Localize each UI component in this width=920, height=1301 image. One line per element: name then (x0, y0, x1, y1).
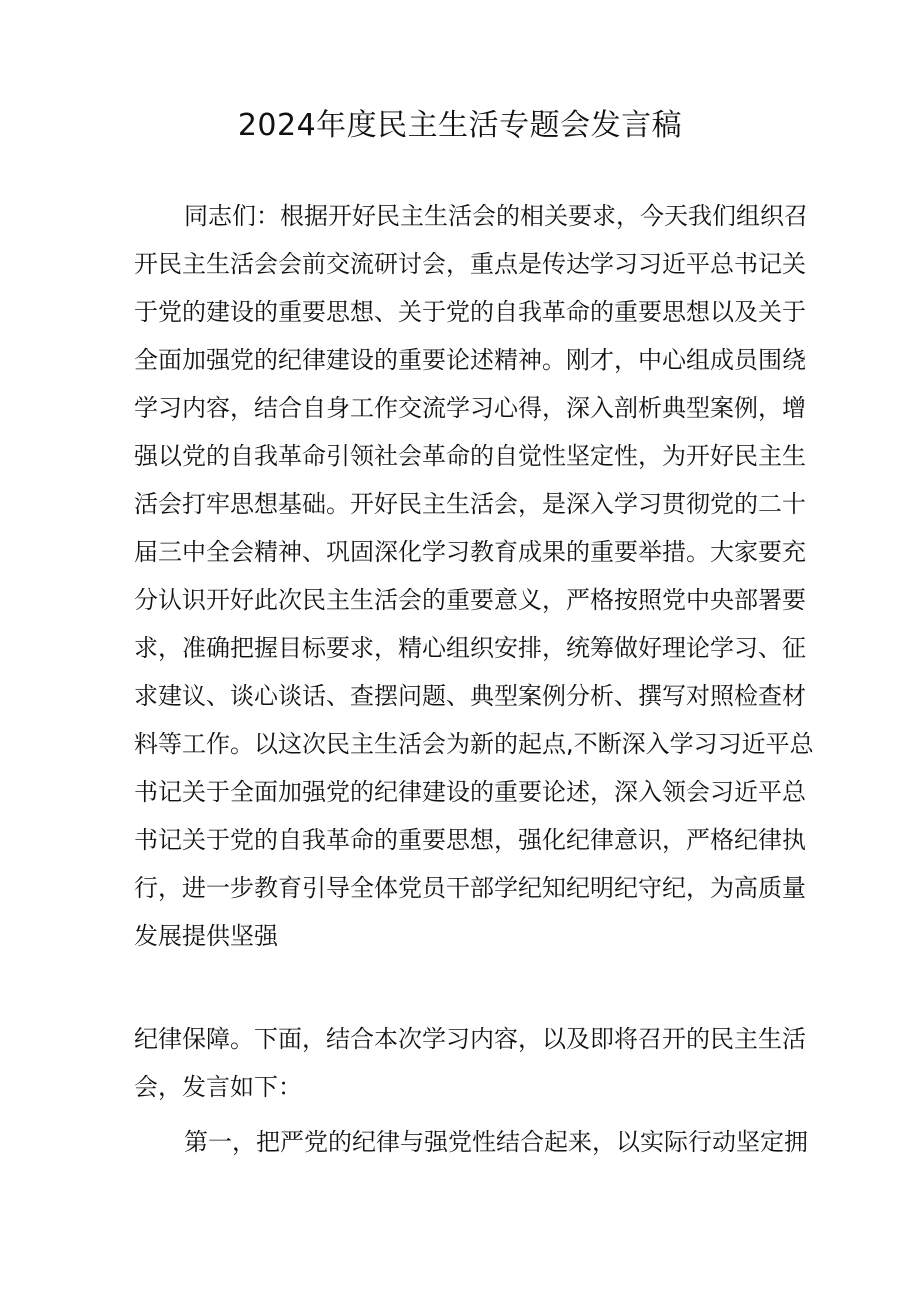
paragraph-line: 同志们：根据开好民主生活会的相关要求，今天我们组织召 (184, 202, 808, 230)
paragraph-line: 书记关于党的自我革命的重要思想，强化纪律意识，严格纪律执 (134, 826, 806, 854)
document-title: 2024年度民主生活专题会发言稿 (237, 108, 683, 143)
paragraph-line: 会，发言如下： (134, 1073, 302, 1101)
paragraph-line: 活会打牢思想基础。开好民主生活会，是深入学习贯彻党的二十 (134, 490, 806, 518)
paragraph-line: 学习内容，结合自身工作交流学习心得，深入剖析典型案例，增 (134, 394, 806, 422)
paragraph-line: 于党的建设的重要思想、关于党的自我革命的重要思想以及关于 (134, 298, 806, 326)
paragraph-line: 料等工作。以这次民主生活会为新的起点,不断深入学习习近平总 (134, 730, 814, 758)
paragraph-line: 届三中全会精神、巩固深化学习教育成果的重要举措。大家要充 (134, 538, 806, 566)
paragraph-line: 强以党的自我革命引领社会革命的自觉性坚定性，为开好民主生 (134, 442, 806, 470)
paragraph-line: 书记关于全面加强党的纪律建设的重要论述，深入领会习近平总 (134, 778, 806, 806)
paragraph-line: 行，进一步教育引导全体党员干部学纪知纪明纪守纪，为高质量 (134, 874, 806, 902)
paragraph-line: 发展提供坚强 (134, 922, 278, 950)
paragraph-line: 开民主生活会会前交流研讨会，重点是传达学习习近平总书记关 (134, 250, 806, 278)
paragraph-line: 第一，把严党的纪律与强党性结合起来，以实际行动坚定拥 (184, 1128, 808, 1156)
paragraph-line: 全面加强党的纪律建设的重要论述精神。刚才，中心组成员围绕 (134, 346, 806, 374)
paragraph-line: 纪律保障。下面，结合本次学习内容，以及即将召开的民主生活 (134, 1025, 806, 1053)
paragraph-line: 分认识开好此次民主生活会的重要意义，严格按照党中央部署要 (134, 586, 806, 614)
paragraph-line: 求建议、谈心谈话、查摆问题、典型案例分析、撰写对照检查材 (134, 682, 806, 710)
paragraph-line: 求，准确把握目标要求，精心组织安排，统筹做好理论学习、征 (134, 634, 806, 662)
